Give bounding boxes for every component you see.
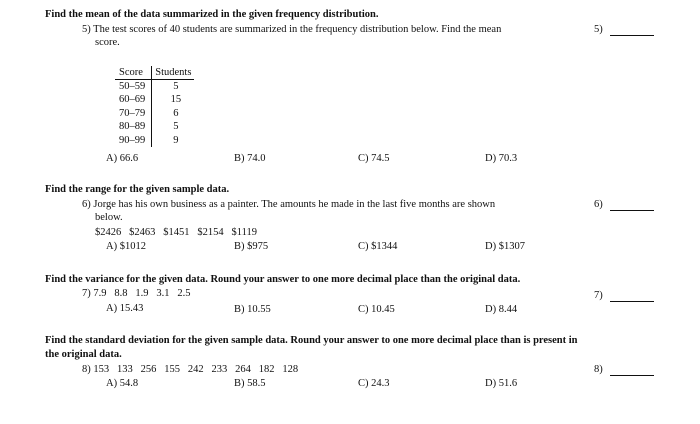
choice-5a[interactable]: A) 66.6 bbox=[106, 153, 139, 164]
question-5-text: 5) The test scores of 40 students are summarized in the frequency distribution below. Find the mean bbox=[82, 24, 502, 35]
question-6-data: $2426 $2463 $1451 $2154 $1119 bbox=[95, 227, 257, 238]
score-cell: 60–69 bbox=[115, 93, 152, 106]
table-header-students: Students bbox=[152, 66, 195, 80]
choice-6c[interactable]: C) $1344 bbox=[358, 241, 398, 252]
table-row bbox=[115, 93, 194, 106]
table-row bbox=[115, 134, 194, 147]
question-6-text: 6) Jorge has his own business as a painter. The amounts he made in the last five months are shown bbox=[82, 199, 496, 210]
question-8-text: 8) 153 133 256 155 242 233 264 182 128 bbox=[82, 364, 299, 375]
table-row bbox=[115, 80, 194, 94]
choice-8c[interactable]: C) 24.3 bbox=[358, 378, 390, 389]
choice-8b[interactable]: B) 58.5 bbox=[234, 378, 266, 389]
students-cell: 9 bbox=[173, 134, 179, 146]
answer-number-5: 5) bbox=[594, 24, 603, 35]
answer-number-7: 7) bbox=[594, 290, 603, 301]
score-cell: 50–59 bbox=[115, 80, 152, 94]
students-cell: 15 bbox=[170, 94, 182, 106]
choice-6b[interactable]: B) $975 bbox=[234, 241, 269, 252]
score-cell: 90–99 bbox=[115, 134, 152, 147]
answer-number-6: 6) bbox=[594, 199, 603, 210]
score-cell: 70–79 bbox=[115, 107, 152, 120]
answer-blank-5[interactable] bbox=[610, 35, 654, 36]
question-6-text-cont: below. bbox=[95, 212, 123, 223]
answer-blank-6[interactable] bbox=[610, 210, 654, 211]
question-5-text-cont: score. bbox=[95, 37, 120, 48]
choice-7c[interactable]: C) 10.45 bbox=[358, 304, 395, 315]
choice-7a[interactable]: A) 15.43 bbox=[106, 303, 144, 314]
answer-number-8: 8) bbox=[594, 364, 603, 375]
table-row bbox=[115, 120, 194, 133]
answer-blank-8[interactable] bbox=[610, 375, 654, 376]
answer-blank-7[interactable] bbox=[610, 301, 654, 302]
section-heading-variance: Find the variance for the given data. Round your answer to one more decimal place than the original data. bbox=[45, 274, 521, 285]
students-cell: 5 bbox=[173, 81, 179, 92]
score-cell: 80–89 bbox=[115, 120, 152, 133]
section-heading-std-dev-cont: the original data. bbox=[45, 349, 122, 360]
choice-6d[interactable]: D) $1307 bbox=[485, 241, 525, 252]
choice-7b[interactable]: B) 10.55 bbox=[234, 304, 271, 315]
section-heading-mean: Find the mean of the data summarized in the given frequency distribution. bbox=[45, 9, 379, 20]
choice-5c[interactable]: C) 74.5 bbox=[358, 153, 390, 164]
choice-5d[interactable]: D) 70.3 bbox=[485, 153, 518, 164]
section-heading-std-dev: Find the standard deviation for the given sample data. Round your answer to one more decimal place than is present in bbox=[45, 335, 578, 346]
frequency-table bbox=[115, 66, 194, 147]
students-cell: 5 bbox=[173, 121, 179, 133]
choice-8d[interactable]: D) 51.6 bbox=[485, 378, 518, 389]
choice-5b[interactable]: B) 74.0 bbox=[234, 153, 266, 164]
choice-8a[interactable]: A) 54.8 bbox=[106, 378, 139, 389]
students-cell: 6 bbox=[173, 107, 179, 119]
choice-7d[interactable]: D) 8.44 bbox=[485, 304, 518, 315]
table-header-score: Score bbox=[115, 66, 152, 80]
table-row bbox=[115, 107, 194, 120]
choice-6a[interactable]: A) $1012 bbox=[106, 241, 146, 252]
question-7-text: 7) 7.9 8.8 1.9 3.1 2.5 bbox=[82, 288, 191, 299]
section-heading-range: Find the range for the given sample data. bbox=[45, 184, 230, 195]
